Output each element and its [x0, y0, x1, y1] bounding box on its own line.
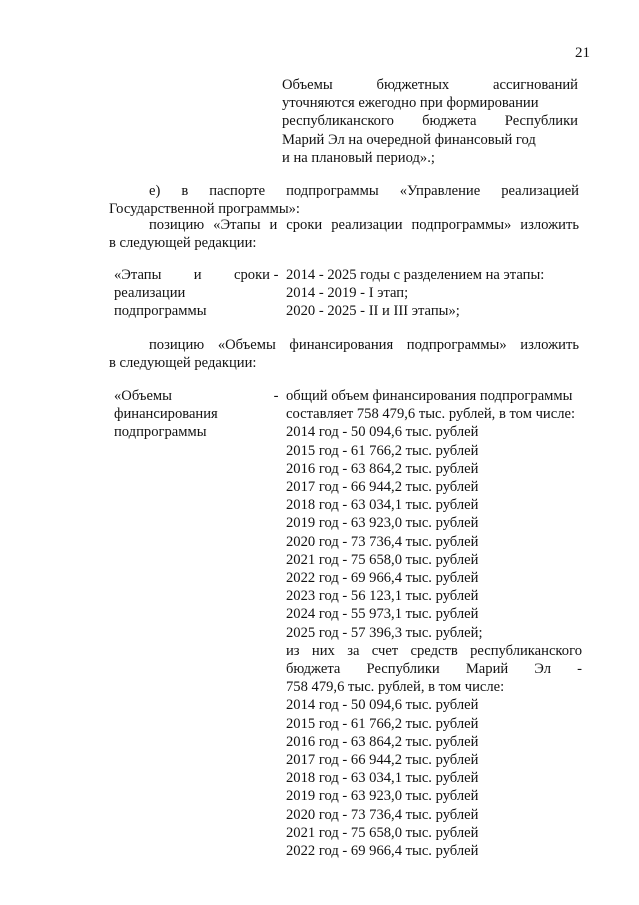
- year-line: 2024 год - 55 973,1 тыс. рублей: [286, 606, 479, 623]
- year-line: 2018 год - 63 034,1 тыс. рублей: [286, 770, 479, 787]
- intro-text: [282, 76, 578, 167]
- value-line: общий объем финансирования подпрограммы: [286, 388, 573, 404]
- label-line: подпрограммы: [114, 303, 207, 320]
- paragraph-line: позицию «Этапы и сроки реализации подпрограммы» изложить: [149, 217, 579, 233]
- year-line: 2022 год - 69 966,4 тыс. рублей: [286, 570, 479, 587]
- intro-line: Марий Эл на очередной финансовый год: [282, 131, 536, 148]
- year-line: 2021 год - 75 658,0 тыс. рублей: [286, 551, 479, 568]
- year-line: 2022 год - 69 966,4 тыс. рублей: [286, 843, 479, 860]
- page-number: 21: [575, 45, 590, 61]
- paragraph-line: позицию «Объемы финансирования подпрограммы» изложить: [149, 337, 579, 353]
- value-line: бюджета Республики Марий Эл -: [286, 661, 582, 678]
- label-line: «Объемы: [114, 388, 172, 404]
- value-line: 2020 - 2025 - II и III этапы»;: [286, 303, 460, 320]
- value-line: 2014 - 2019 - I этап;: [286, 285, 409, 302]
- value-line: 2014 - 2025 годы с разделением на этапы:: [286, 267, 545, 283]
- value-line: из них за счет средств республиканского: [286, 642, 582, 659]
- paragraph-line: в следующей редакции:: [109, 235, 257, 252]
- label-line: финансирования: [114, 406, 218, 423]
- value-line: составляет 758 479,6 тыс. рублей, в том числе:: [286, 406, 576, 423]
- year-line: 2016 год - 63 864,2 тыс. рублей: [286, 733, 479, 750]
- dash-separator: -: [273, 267, 279, 283]
- year-line: 2014 год - 50 094,6 тыс. рублей: [286, 697, 479, 714]
- year-line: 2023 год - 56 123,1 тыс. рублей: [286, 588, 479, 605]
- intro-line: и на плановый период».;: [282, 149, 435, 166]
- value-line: 758 479,6 тыс. рублей, в том числе:: [286, 679, 505, 696]
- year-line: 2017 год - 66 944,2 тыс. рублей: [286, 752, 479, 769]
- year-line: 2017 год - 66 944,2 тыс. рублей: [286, 479, 479, 496]
- volume-values: [286, 387, 582, 860]
- intro-line: Объемы бюджетных ассигнований: [282, 77, 578, 93]
- year-line: 2020 год - 73 736,4 тыс. рублей: [286, 806, 479, 823]
- label-line: «Этапы и сроки: [114, 267, 270, 283]
- year-line: 2015 год - 61 766,2 тыс. рублей: [286, 715, 479, 732]
- year-line: 2025 год - 57 396,3 тыс. рублей;: [286, 624, 483, 641]
- year-line: 2015 год - 61 766,2 тыс. рублей: [286, 442, 479, 459]
- year-line: 2014 год - 50 094,6 тыс. рублей: [286, 424, 479, 441]
- paragraph-line: в следующей редакции:: [109, 355, 257, 372]
- intro-line: уточняются ежегодно при формировании: [282, 95, 539, 112]
- dash-separator: -: [273, 388, 279, 404]
- paragraph-volume: [109, 336, 579, 372]
- stages-values: [286, 266, 582, 321]
- paragraph-line: Государственной программы»:: [109, 201, 300, 218]
- stages-label: [114, 266, 270, 321]
- year-line: 2021 год - 75 658,0 тыс. рублей: [286, 824, 479, 841]
- year-line: 2020 год - 73 736,4 тыс. рублей: [286, 533, 479, 550]
- intro-line: республиканского бюджета Республики: [282, 113, 578, 130]
- year-line: 2019 год - 63 923,0 тыс. рублей: [286, 788, 479, 805]
- volume-label: [114, 387, 270, 860]
- year-line: 2018 год - 63 034,1 тыс. рублей: [286, 497, 479, 514]
- paragraph-line: е) в паспорте подпрограммы «Управление реализацией: [149, 183, 579, 199]
- year-line: 2019 год - 63 923,0 тыс. рублей: [286, 515, 479, 532]
- label-line: реализации: [114, 285, 186, 302]
- year-line: 2016 год - 63 864,2 тыс. рублей: [286, 460, 479, 477]
- paragraph-e: [109, 182, 579, 218]
- stages-block: [114, 266, 582, 321]
- label-line: подпрограммы: [114, 424, 207, 441]
- volume-block: [114, 387, 582, 860]
- paragraph-stages: [109, 216, 579, 252]
